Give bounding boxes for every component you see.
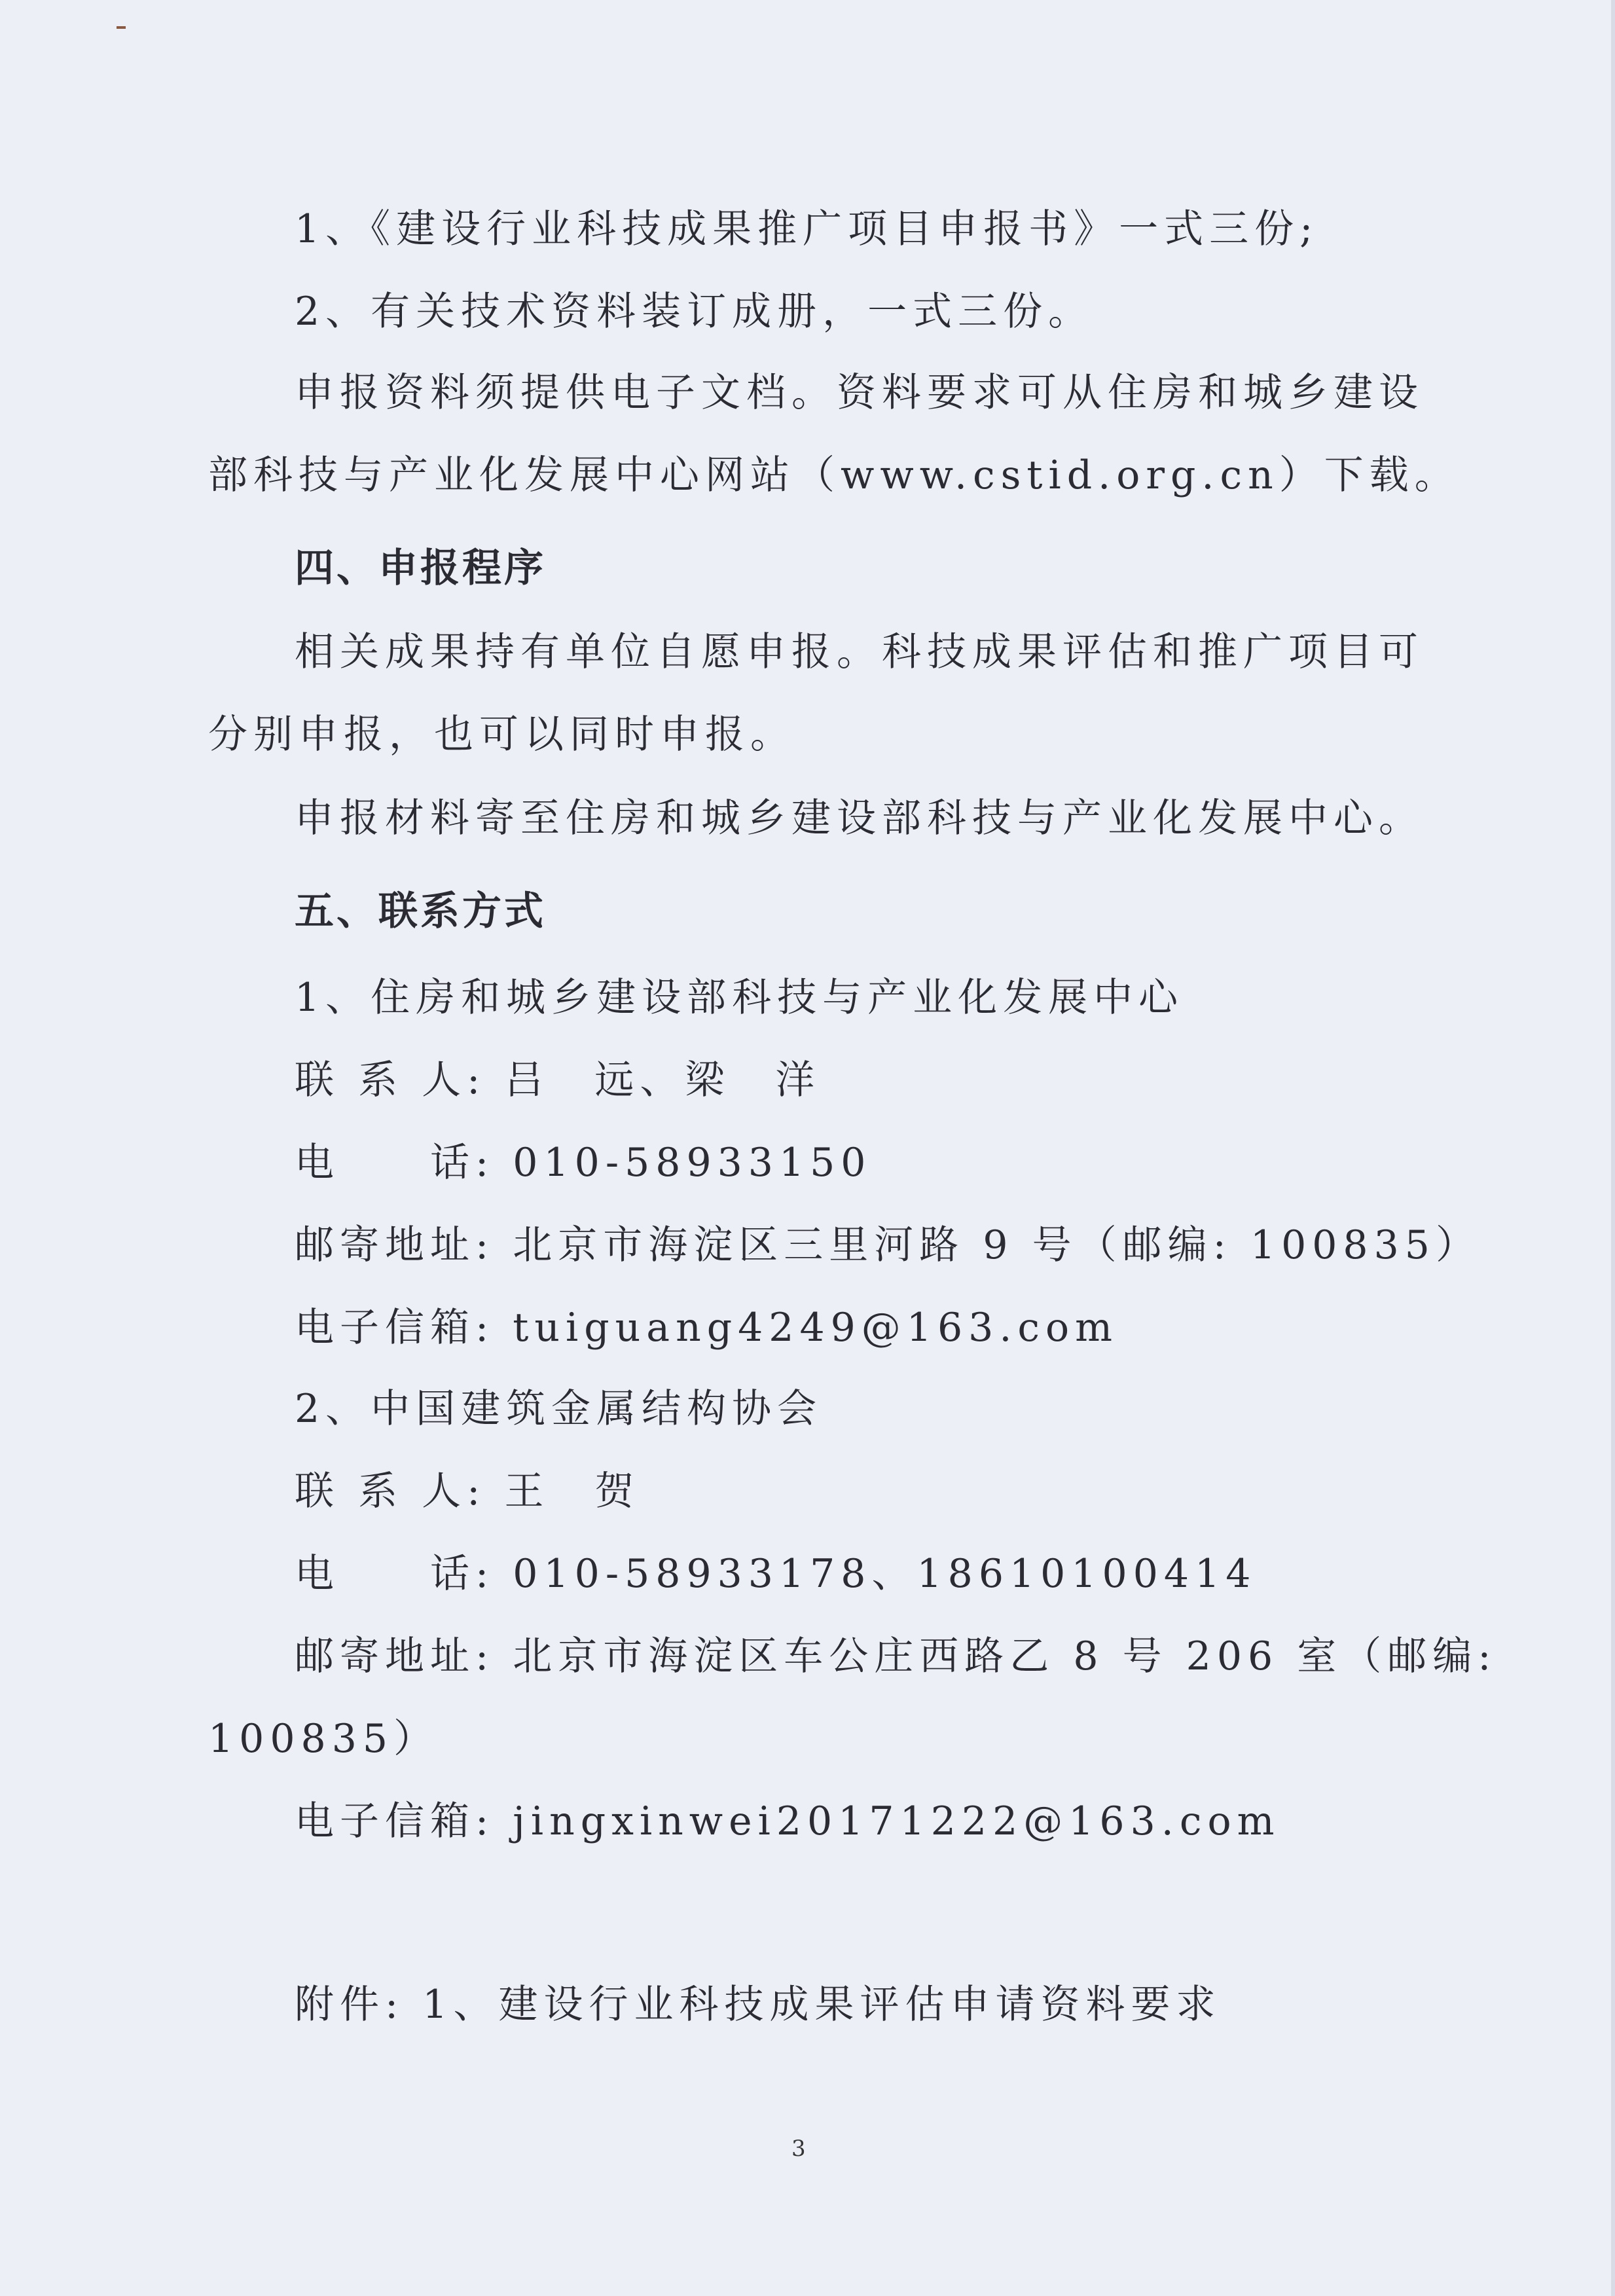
paragraph-mailing: 申报材料寄至住房和城乡建设部科技与产业化发展中心。 xyxy=(295,795,1424,841)
contact1-person-row xyxy=(295,1054,820,1106)
paragraph-electronic-docs-line1: 申报资料须提供电子文档。资料要求可从住房和城乡建设 xyxy=(295,370,1424,416)
contact1-address-row xyxy=(295,1219,1481,1271)
paragraph-voluntary-line1: 相关成果持有单位自愿申报。科技成果评估和推广项目可 xyxy=(295,629,1424,675)
contact2-email: jingxinwei20171222@163.com xyxy=(513,1798,1280,1844)
contact1-email: tuiguang4249@163.com xyxy=(513,1305,1119,1351)
section-heading-contacts: 五、联系方式 xyxy=(295,888,546,934)
contact2-address: 北京市海淀区车公庄西路乙 8 号 206 室（邮编: xyxy=(513,1633,1497,1679)
contact1-address-label: 邮寄地址: xyxy=(295,1222,495,1268)
scan-mark xyxy=(117,26,126,29)
list-item-technical-docs: 2、有关技术资料装订成册，一式三份。 xyxy=(295,289,1094,335)
contact1-phone-label: 电 话: xyxy=(295,1140,495,1186)
contact2-phone: 010-58933178、18610100414 xyxy=(513,1551,1257,1597)
contact1-email-label: 电子信箱: xyxy=(295,1305,495,1351)
contact2-phone-label: 电 话: xyxy=(295,1551,495,1597)
scan-edge xyxy=(1611,0,1615,2296)
contact2-person-label: 联 系 人: xyxy=(295,1468,486,1514)
contact1-person: 吕 远、梁 洋 xyxy=(504,1057,821,1103)
contact1-org: 1、住房和城乡建设部科技与产业化发展中心 xyxy=(295,975,1184,1021)
section-heading-procedure: 四、申报程序 xyxy=(295,545,546,591)
attachment-note: 附件: 1、建设行业科技成果评估申请资料要求 xyxy=(295,1982,1222,2028)
list-item-application-form: 1、《建设行业科技成果推广项目申报书》一式三份; xyxy=(295,206,1319,252)
contact1-person-label: 联 系 人: xyxy=(295,1057,486,1103)
contact2-person-row xyxy=(295,1465,640,1518)
contact2-person: 王 贺 xyxy=(504,1468,640,1514)
contact1-phone-row xyxy=(295,1137,871,1189)
contact1-address: 北京市海淀区三里河路 9 号（邮编: 100835） xyxy=(513,1222,1481,1268)
contact2-address-continued: 100835） xyxy=(208,1716,439,1762)
page-number: 3 xyxy=(791,2136,806,2162)
contact2-address-label: 邮寄地址: xyxy=(295,1633,495,1679)
contact2-email-label: 电子信箱: xyxy=(295,1798,495,1844)
contact2-address-row xyxy=(295,1630,1497,1683)
paragraph-voluntary-line2: 分别申报，也可以同时申报。 xyxy=(208,712,795,757)
contact1-email-row xyxy=(295,1302,1118,1354)
contact2-phone-row xyxy=(295,1548,1256,1600)
contact2-email-row xyxy=(295,1795,1280,1848)
paragraph-electronic-docs-line2: 部科技与产业化发展中心网站（www.cstid.org.cn）下载。 xyxy=(208,452,1460,498)
contact1-phone: 010-58933150 xyxy=(513,1140,872,1186)
contact2-org: 2、中国建筑金属结构协会 xyxy=(295,1386,823,1432)
